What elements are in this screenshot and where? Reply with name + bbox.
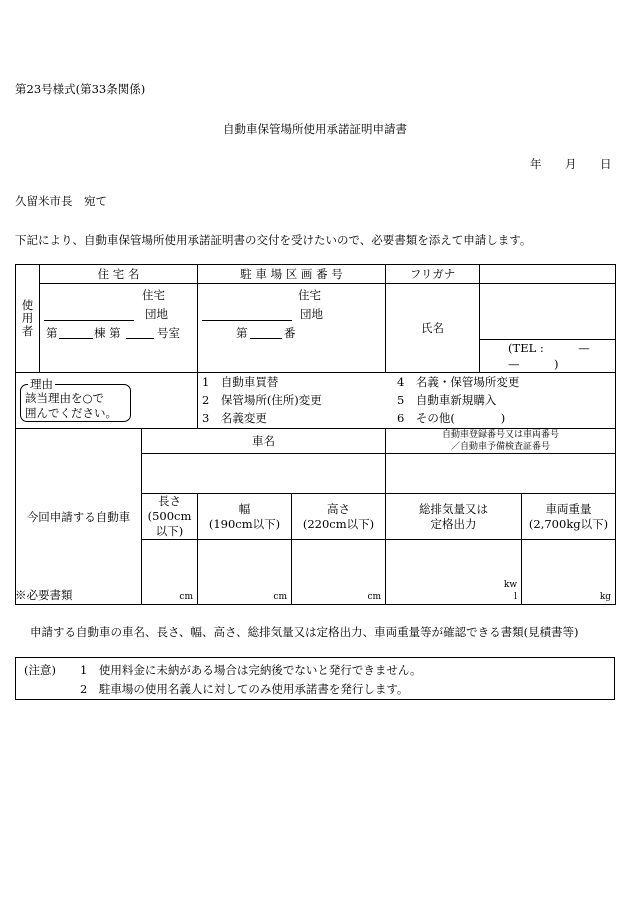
address-header: 住 宅 名 (40, 265, 198, 284)
registration-field[interactable] (386, 454, 616, 494)
length-header-limit: (500cm以下) (147, 509, 192, 538)
height-header-title: 高さ (327, 501, 351, 516)
vehicle-label: 今回申請する自動車 (16, 429, 142, 605)
width-field[interactable] (198, 540, 292, 605)
width-header-limit: (190cm以下) (208, 516, 281, 531)
registration-header-line2: ／自動車予備検査証番号 (451, 442, 551, 452)
required-docs-text: 申請する自動車の車名、長さ、幅、高さ、総排気量又は定格出力、車両重量等が確認できる書類(見積書等) (30, 625, 579, 639)
lot-ban-label: 番 (284, 326, 296, 340)
building-blank[interactable] (59, 338, 93, 339)
danchi-blank[interactable] (44, 320, 134, 321)
reason-option-4[interactable]: 4 名義・保管場所変更 (397, 375, 520, 389)
page-title: 自動車保管場所使用承諾証明申請書 (223, 122, 407, 136)
note-2: 2 駐車場の使用名義人に対してのみ使用承諾書を発行します。 (80, 682, 409, 696)
date-month: 月 (565, 157, 577, 171)
width-header (198, 494, 292, 540)
required-docs-title: ※必要書類 (15, 588, 73, 602)
user-label: 使用者 (21, 298, 34, 338)
reason-option-5[interactable]: 5 自動車新規購入 (397, 393, 497, 407)
reason-instruction-1: 該当理由を○で (25, 390, 105, 405)
reason-option-2[interactable]: 2 保管場所(住所)変更 (202, 393, 322, 407)
to-label: 棟 第 (94, 326, 121, 340)
lot-field[interactable] (198, 284, 386, 373)
name-field[interactable] (480, 284, 616, 340)
registration-header (386, 429, 616, 454)
address-field[interactable] (40, 284, 198, 373)
car-name-header: 車名 (142, 429, 386, 454)
application-form (15, 264, 625, 605)
notes-label: (注意) (24, 663, 56, 677)
length-header-title: 長さ (158, 494, 181, 508)
date-day: 日 (600, 157, 612, 171)
intro-text: 下記により、自動車保管場所使用承諾証明書の交付を受けたいので、必要書類を添えて申請します。 (15, 233, 532, 247)
weight-header-limit: (2,700kg以下) (528, 516, 609, 531)
reason-title: 理由 (30, 376, 53, 391)
lot-header: 駐 車 場 区 画 番 号 (198, 265, 386, 284)
tel-field[interactable]: (TEL : — — ) (480, 340, 616, 373)
lot-dai-label: 第 (236, 326, 248, 340)
displacement-header-limit: 定格出力 (430, 516, 477, 531)
height-field[interactable] (292, 540, 386, 605)
kw-unit: kw (503, 580, 518, 590)
width-header-title: 幅 (238, 501, 251, 516)
reason-option-1[interactable]: 1 自動車買替 (202, 375, 279, 389)
reason-option-6[interactable]: 6 その他( ) (397, 411, 506, 425)
length-unit: cm (179, 592, 193, 602)
height-header (292, 494, 386, 540)
danchi-label: 団地 (145, 307, 168, 321)
form-number: 第23号様式(第33条関係) (15, 82, 146, 96)
lot-number-blank[interactable] (250, 338, 282, 339)
lot-danchi-blank[interactable] (202, 320, 292, 321)
furigana-field[interactable] (480, 265, 616, 284)
reason-instruction-2: 囲んでください。 (25, 405, 117, 420)
car-name-field[interactable] (142, 454, 386, 494)
name-label: 氏名 (386, 284, 480, 373)
weight-field[interactable] (522, 540, 616, 605)
lot-jutaku-label: 住宅 (298, 288, 321, 302)
furigana-label: フリガナ (386, 265, 480, 284)
displacement-header-title: 総排気量又は (419, 501, 489, 516)
displacement-field[interactable] (386, 540, 522, 605)
room-label: 号室 (157, 326, 180, 340)
reason-options (198, 373, 616, 429)
room-blank[interactable] (126, 338, 154, 339)
weight-header (522, 494, 616, 540)
note-1: 1 使用料金に未納がある場合は完納後でないと発行できません。 (80, 663, 422, 677)
lot-danchi-label: 団地 (300, 307, 323, 321)
jutaku-label: 住宅 (142, 288, 165, 302)
displacement-header (386, 494, 522, 540)
weight-header-title: 車両重量 (545, 501, 592, 516)
reason-option-3[interactable]: 3 名義変更 (202, 411, 267, 425)
height-header-limit: (220cm以下) (302, 516, 375, 531)
addressee: 久留米市長 宛て (15, 194, 107, 208)
length-header (142, 494, 198, 540)
date-year: 年 (530, 157, 542, 171)
reason-cell (16, 373, 198, 429)
notes-box (15, 657, 615, 700)
height-unit: cm (367, 592, 382, 602)
user-label-cell (16, 265, 40, 373)
weight-unit: kg (599, 592, 612, 602)
registration-header-line1: 自動車登録番号又は車両番号 (442, 430, 560, 440)
width-unit: cm (273, 592, 287, 602)
length-field[interactable] (142, 540, 198, 605)
liter-unit: l (514, 592, 518, 602)
dai-label: 第 (46, 326, 58, 340)
